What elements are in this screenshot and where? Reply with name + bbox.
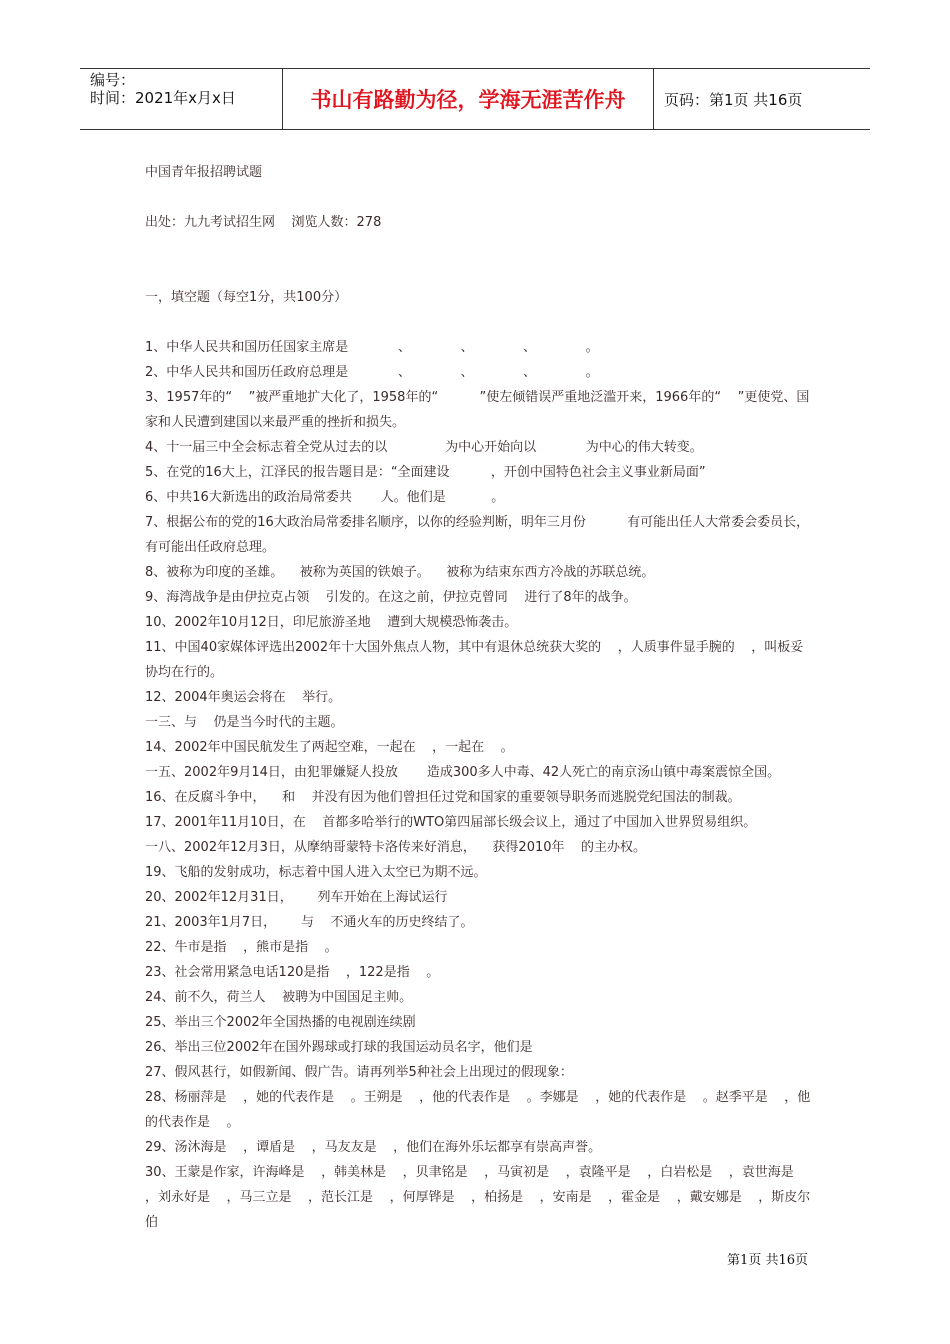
question-item: 7、根据公布的党的16大政治局常委排名顺序，以你的经验判断，明年三月份 有可能出任人大常委会委员长， 有可能出任政府总理。 xyxy=(145,515,851,555)
section-heading: 一，填空题（每空1分，共100分） xyxy=(145,290,348,305)
question-item: 16、在反腐斗争中， 和 并没有因为他们曾担任过党和国家的重要领导职务而逃脱党纪国法的制裁。 xyxy=(145,790,741,805)
question-item: 22、牛市是指 ，熊市是指 。 xyxy=(145,940,338,955)
question-item: 6、中共16大新选出的政治局常委共 人。他们是 。 xyxy=(145,490,505,505)
document-number-label: 编号： xyxy=(90,71,136,89)
footer-page-number: 第1页 共16页 xyxy=(727,1253,808,1268)
question-item: 29、汤沐海是 ，谭盾是 ，马友友是 ，他们在海外乐坛都享有崇高声誉。 xyxy=(145,1140,602,1155)
question-item: 2、中华人民共和国历任政府总理是 、 、 、 。 xyxy=(145,365,599,380)
question-item: 1、中华人民共和国历任国家主席是 、 、 、 。 xyxy=(145,340,599,355)
header-page-label: 页码：第1页 共16页 xyxy=(664,90,803,109)
question-item: 30、王蒙是作家，许海峰是 ，韩美林是 ，贝聿铭是 ，马寅初是 ，袁隆平是 ，白岩松是 ，袁世海是 ，刘永好是 ，马三立是 ，范长江是 ，何厚铧是 ，柏扬是 ，安南是 ，霍金是 ，戴安娜是 ，斯皮尔伯 xyxy=(145,1165,811,1230)
question-item: 19、飞船的发射成功，标志着中国人进入太空已为期不远。 xyxy=(145,865,487,880)
question-item: 5、在党的16大上，江泽民的报告题目是：“全面建设 ，开创中国特色社会主义事业新局面” xyxy=(145,465,706,480)
header-motto: 书山有路勤为径，学海无涯苦作舟 xyxy=(282,69,654,129)
document-body xyxy=(145,160,851,1235)
question-item: 27、假风甚行，如假新闻、假广告。请再列举5种社会上出现过的假现象： xyxy=(145,1065,573,1080)
question-item: 10、2002年10月12日，印尼旅游圣地 遭到大规模恐怖袭击。 xyxy=(145,615,518,630)
question-item: 9、海湾战争是由伊拉克占领 引发的。在这之前，伊拉克曾同 进行了8年的战争。 xyxy=(145,590,637,605)
question-item: 26、举出三位2002年在国外踢球或打球的我国运动员名字，他们是 xyxy=(145,1040,533,1055)
question-item: 24、前不久，荷兰人 被聘为中国国足主帅。 xyxy=(145,990,413,1005)
question-item: 8、被称为印度的圣雄。 被称为英国的铁娘子。 被称为结束东西方冷战的苏联总统。 xyxy=(145,565,655,580)
question-item: 21、2003年1月7日， 与 不通火车的历史终结了。 xyxy=(145,915,474,930)
question-item: 一三、与 仍是当今时代的主题。 xyxy=(145,715,344,730)
document-source: 出处：九九考试招生网 浏览人数：278 xyxy=(145,215,382,230)
question-item: 14、2002年中国民航发生了两起空难，一起在 ，一起在 。 xyxy=(145,740,514,755)
question-item: 一八、2002年12月3日，从摩纳哥蒙特卡洛传来好消息， 获得2010年 的主办权。 xyxy=(145,840,647,855)
document-time-label: 时间：2021年x月x日 xyxy=(90,89,236,107)
question-item: 一五、2002年9月14日，由犯罪嫌疑人投放 造成300多人中毒、42人死亡的南京汤山镇中毒案震惊全国。 xyxy=(145,765,781,780)
question-item: 3、1957年的“ ”被严重地扩大化了，1958年的“ ”使左倾错误严重地泛滥开来，1966年的“ ”更使党、国家和人民遭到建国以来最严重的挫折和损失。 xyxy=(145,390,810,430)
question-item: 11、中国40家媒体评选出2002年十大国外焦点人物，其中有退休总统获大奖的 ，人质事件显手腕的 ，叫板妥协均在行的。 xyxy=(145,640,804,680)
question-item: 20、2002年12月31日， 列车开始在上海试运行 xyxy=(145,890,448,905)
question-list xyxy=(145,335,851,1235)
header-left-cell xyxy=(80,69,282,129)
question-item: 17、2001年11月10日，在 首都多哈举行的WTO第四届部长级会议上，通过了中国加入世界贸易组织。 xyxy=(145,815,757,830)
question-item: 23、社会常用紧急电话120是指 ，122是指 。 xyxy=(145,965,440,980)
question-item: 25、举出三个2002年全国热播的电视剧连续剧 xyxy=(145,1015,416,1030)
question-item: 28、杨丽萍是 ，她的代表作是 。王朔是 ，他的代表作是 。李娜是 ，她的代表作是 。赵季平是 ，他的代表作是 。 xyxy=(145,1090,811,1130)
header-table xyxy=(80,68,870,130)
document-title: 中国青年报招聘试题 xyxy=(145,165,263,180)
question-item: 4、十一届三中全会标志着全党从过去的以 为中心开始向以 为中心的伟大转变。 xyxy=(145,440,703,455)
question-item: 12、2004年奥运会将在 举行。 xyxy=(145,690,342,705)
